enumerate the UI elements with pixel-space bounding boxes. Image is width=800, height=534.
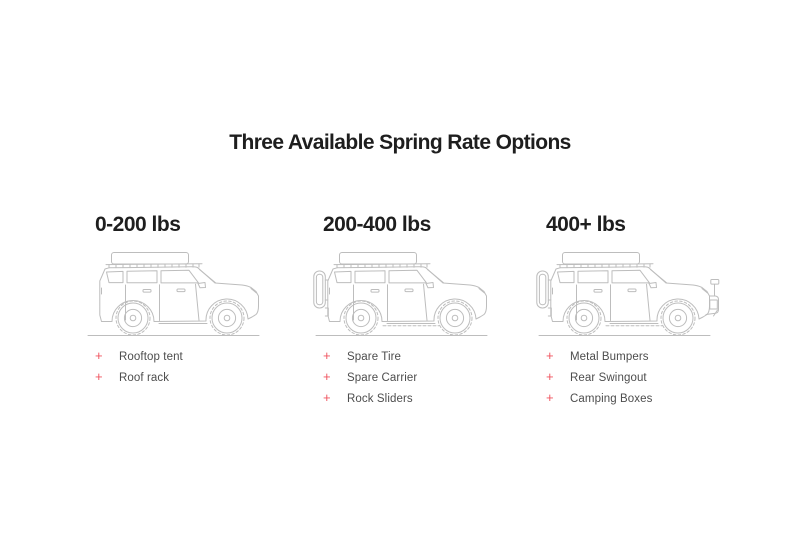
- spare-tire-swingout-graphic: [537, 271, 552, 316]
- metal-front-bumper-graphic: [706, 280, 719, 317]
- feature-label: Spare Tire: [347, 351, 402, 363]
- suv-illustration: [85, 238, 281, 342]
- option-1-illustration-slot: [85, 238, 317, 342]
- plus-icon: +: [323, 348, 331, 363]
- plus-icon: +: [323, 369, 331, 384]
- rooftop-tent-graphic: [112, 253, 189, 265]
- feature-label: Camping Boxes: [570, 393, 653, 405]
- plus-icon: +: [95, 348, 103, 363]
- option-3-illustration-slot: [536, 238, 768, 342]
- suv-illustration: [313, 238, 509, 342]
- feature-item: [323, 366, 545, 387]
- feature-label: Rock Sliders: [347, 393, 413, 405]
- feature-item: [95, 366, 317, 387]
- plus-icon: +: [546, 348, 554, 363]
- feature-label: Rooftop tent: [119, 351, 183, 363]
- option-3-heading: 400+ lbs: [546, 213, 626, 236]
- page-title: Three Available Spring Rate Options: [229, 131, 571, 154]
- feature-item: [95, 345, 317, 366]
- option-2-heading: 200-400 lbs: [323, 213, 431, 236]
- feature-item: [323, 387, 545, 408]
- suv-body-graphic: [551, 267, 710, 335]
- rooftop-tent-graphic: [340, 253, 417, 265]
- spring-rate-option-1: [95, 213, 317, 387]
- feature-item: [546, 387, 768, 408]
- option-2-feature-list: [323, 345, 545, 408]
- option-3-feature-list: [546, 345, 768, 408]
- suv-body-graphic: [328, 267, 487, 335]
- spring-rate-option-2: [323, 213, 545, 408]
- plus-icon: +: [546, 390, 554, 405]
- feature-item: [546, 366, 768, 387]
- plus-icon: +: [95, 369, 103, 384]
- plus-icon: +: [323, 390, 331, 405]
- plus-icon: +: [546, 369, 554, 384]
- feature-item: [546, 345, 768, 366]
- option-2-illustration-slot: [313, 238, 545, 342]
- suv-illustration: [536, 238, 732, 342]
- feature-label: Roof rack: [119, 372, 170, 384]
- rooftop-tent-graphic: [563, 253, 640, 265]
- option-1-heading: 0-200 lbs: [95, 213, 181, 236]
- suv-body-graphic: [100, 267, 259, 335]
- spare-tire-swingout-graphic: [314, 271, 329, 316]
- feature-label: Metal Bumpers: [570, 351, 649, 363]
- feature-item: [323, 345, 545, 366]
- feature-label: Spare Carrier: [347, 372, 418, 384]
- option-1-feature-list: [95, 345, 317, 387]
- spring-rate-option-3: [546, 213, 768, 408]
- feature-label: Rear Swingout: [570, 372, 647, 384]
